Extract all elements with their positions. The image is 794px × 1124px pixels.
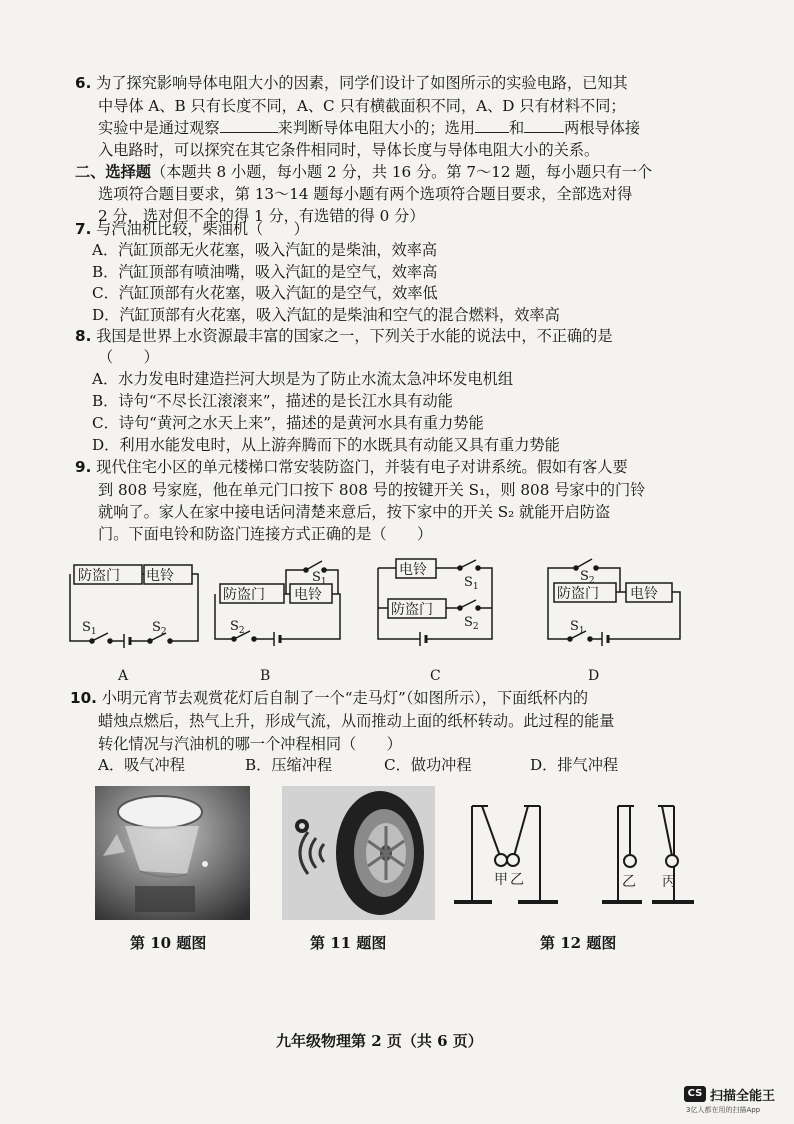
- q9-circuits-figure: [60, 548, 720, 688]
- caption-fig10: 第 10 题图: [130, 934, 207, 952]
- q9-line1: 9. 现代住宅小区的单元楼梯口常安装防盗门，并装有电子对讲系统。假如有客人要: [75, 458, 628, 476]
- circuit-a-bell-label: 电铃: [146, 568, 174, 584]
- q7-option-c[interactable]: C．汽缸顶部有火花塞，吸入汽缸的是空气，效率低: [92, 284, 438, 302]
- q6-blank-2[interactable]: [475, 118, 509, 133]
- q8-option-d[interactable]: D．利用水能发电时，从上游奔腾而下的水既具有动能又具有重力势能: [92, 436, 560, 454]
- q6-line4: 入电路时，可以探究在其它条件相同时，导体长度与导体电阻大小的关系。: [98, 141, 600, 159]
- circuit-d-s1-label: $S_1$: [570, 619, 585, 636]
- q6-line2: 中导体 A、B 只有长度不同，A、C 只有横截面积不同，A、D 只有材料不同；: [98, 97, 626, 115]
- q6-blank-3[interactable]: [524, 118, 564, 133]
- circuit-a-s2-label: $S_2$: [152, 620, 167, 637]
- circuit-d[interactable]: [548, 559, 680, 646]
- section2-line3: 2 分，选对但不全的得 1 分，有选错的得 0 分）: [98, 207, 425, 225]
- fig12-right-stand: [602, 806, 694, 902]
- fig12-pendulums: [450, 798, 700, 910]
- q7-option-b[interactable]: B．汽缸顶部有喷油嘴，吸入汽缸的是空气，效率高: [92, 263, 438, 281]
- circuit-b-s2-label: $S_2$: [230, 619, 245, 636]
- circuit-c-label: C: [430, 668, 441, 684]
- q10-option-d[interactable]: D．排气冲程: [530, 756, 619, 774]
- q8-option-b[interactable]: B．诗句“不尽长江滚滚来”，描述的是长江水具有动能: [92, 392, 453, 410]
- circuit-b-label: B: [260, 668, 271, 684]
- fig12-ball-yi: 乙: [510, 872, 524, 888]
- q6-line3: 实验中是通过观察 来判断导体电阻大小的；选用 和 两根导体接: [98, 119, 641, 137]
- fig11-tire-photo: [282, 786, 435, 920]
- q10-line3: 转化情况与汽油机的哪一个冲程相同（ ）: [98, 735, 402, 753]
- circuit-d-label: D: [588, 668, 600, 684]
- circuit-a-label: A: [118, 668, 129, 684]
- circuit-c-s1-label: $S_1$: [464, 575, 479, 592]
- circuit-c-door-label: 防盗门: [391, 602, 433, 618]
- page-footer: 九年级物理第 2 页（共 6 页）: [276, 1032, 483, 1050]
- circuit-d-s2-label: $S_2$: [580, 569, 595, 586]
- q9-line2: 到 808 号家庭，他在单元门口按下 808 号的按键开关 S₁，则 808 号家中的门铃: [98, 481, 646, 499]
- circuit-a-s1-label: $S_1$: [82, 620, 97, 637]
- q10-line2: 蜡烛点燃后，热气上升，形成气流，从而推动上面的纸杯转动。此过程的能量: [98, 712, 615, 730]
- section2-line1: 二、选择题（本题共 8 小题，每小题 2 分，共 16 分。第 7～12 题，每小题只有一个: [75, 163, 653, 181]
- q7-stem: 7. 与汽油机比较，柴油机（ ）: [75, 220, 309, 238]
- q10-option-a[interactable]: A．吸气冲程: [98, 756, 185, 774]
- q10-option-c[interactable]: C．做功冲程: [384, 756, 472, 774]
- caption-fig12: 第 12 题图: [540, 934, 617, 952]
- q8-bracket: （ ）: [98, 348, 159, 366]
- q9-line3: 就响了。家人在家中接电话问清楚来意后，按下家中的开关 S₂ 就能开启防盗: [98, 503, 611, 521]
- q8-stem: 8. 我国是世界上水资源最丰富的国家之一，下列关于水能的说法中，不正确的是: [75, 327, 613, 345]
- q6-blank-1[interactable]: [220, 118, 278, 133]
- circuit-a-door-label: 防盗门: [78, 568, 120, 584]
- circuit-c-s2-label: $S_2$: [464, 615, 479, 632]
- q9-line4: 门。下面电铃和防盗门连接方式正确的是（ ）: [98, 525, 433, 543]
- cs-logo: CS: [684, 1086, 706, 1102]
- circuit-d-bell-label: 电铃: [630, 586, 658, 602]
- circuit-b-s1-label: $S_1$: [312, 570, 327, 587]
- q8-option-c[interactable]: C．诗句“黄河之水天上来”，描述的是黄河水具有重力势能: [92, 414, 484, 432]
- cs-app-name: 扫描全能王: [710, 1089, 776, 1104]
- circuit-b-bell-label: 电铃: [294, 587, 322, 603]
- circuit-c-bell-label: 电铃: [399, 562, 427, 578]
- fig10-lantern-photo: [95, 786, 250, 920]
- q10-line1: 10. 小明元宵节去观赏花灯后自制了一个“走马灯”（如图所示），下面纸杯内的: [70, 689, 589, 707]
- caption-fig11: 第 11 题图: [310, 934, 387, 952]
- fig12-ball-bing: 丙: [662, 874, 676, 890]
- q7-option-d[interactable]: D．汽缸顶部有火花塞，吸入汽缸的是柴油和空气的混合燃料，效率高: [92, 306, 560, 324]
- circuit-b-door-label: 防盗门: [223, 587, 265, 603]
- q6-line1: 6. 为了探究影响导体电阻大小的因素，同学们设计了如图所示的实验电路，已知其: [75, 74, 628, 92]
- circuit-d-door-label: 防盗门: [557, 586, 599, 602]
- section2-line2: 选项符合题目要求，第 13～14 题每小题有两个选项符合题目要求，全部选对得: [98, 185, 633, 203]
- q7-option-a[interactable]: A．汽缸顶部无火花塞，吸入汽缸的是柴油，效率高: [92, 241, 438, 259]
- fig12-ball-yi2: 乙: [622, 874, 636, 890]
- fig12-ball-jia: 甲: [494, 872, 508, 888]
- q10-option-b[interactable]: B．压缩冲程: [245, 756, 333, 774]
- q8-option-a[interactable]: A．水力发电时建造拦河大坝是为了防止水流太急冲坏发电机组: [92, 370, 514, 388]
- cs-app-tagline: 3亿人都在用的扫描App: [686, 1106, 761, 1114]
